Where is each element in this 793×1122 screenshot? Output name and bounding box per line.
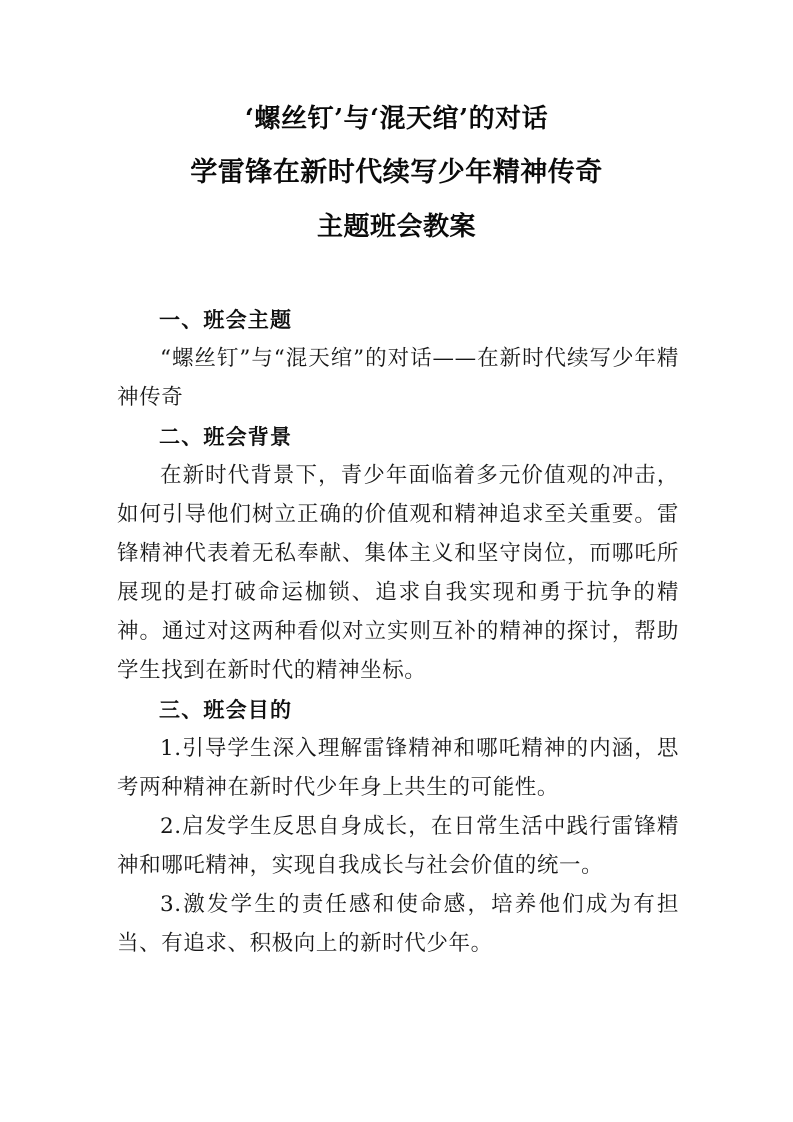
section-2: [117, 417, 679, 690]
section-1-heading: 一、班会主题: [159, 307, 293, 332]
section-3: [117, 690, 679, 963]
document-title: [117, 92, 676, 254]
section-3-paragraph-3: 3.激发学生的责任感和使命感，培养他们成为有担当、有追求、积极向上的新时代少年。: [117, 892, 679, 956]
section-3-paragraph-2: 2.启发学生反思自身成长，在日常生活中践行雷锋精神和哪吒精神，实现自我成长与社会价值的统一。: [117, 814, 679, 878]
section-3-paragraph-1: 1.引导学生深入理解雷锋精神和哪吒精神的内涵，思考两种精神在新时代少年身上共生的可能性。: [117, 736, 679, 800]
document-body: [117, 300, 679, 963]
section-1-paragraph-1: “螺丝钉”与“混天绾”的对话——在新时代续写少年精神传奇: [117, 346, 679, 410]
section-3-heading: 三、班会目的: [159, 697, 293, 722]
title-line-3: 主题班会教案: [316, 212, 476, 242]
section-1: [117, 300, 679, 417]
section-2-heading: 二、班会背景: [159, 424, 293, 449]
title-line-2: 学雷锋在新时代续写少年精神传奇: [190, 157, 603, 188]
section-2-paragraph-1: 在新时代背景下，青少年面临着多元价值观的冲击，如何引导他们树立正确的价值观和精神追求至关重要。雷锋精神代表着无私奉献、集体主义和坚守岗位，而哪吒所展现的是打破命运枷锁、追求自我实现和勇于抗争的精神。通过对这两种看似对立实则互补的精神的探讨，帮助学生找到在新时代的精神坐标。: [117, 463, 679, 683]
title-line-1: ‘螺丝钉’与‘混天绾’的对话: [244, 104, 549, 134]
